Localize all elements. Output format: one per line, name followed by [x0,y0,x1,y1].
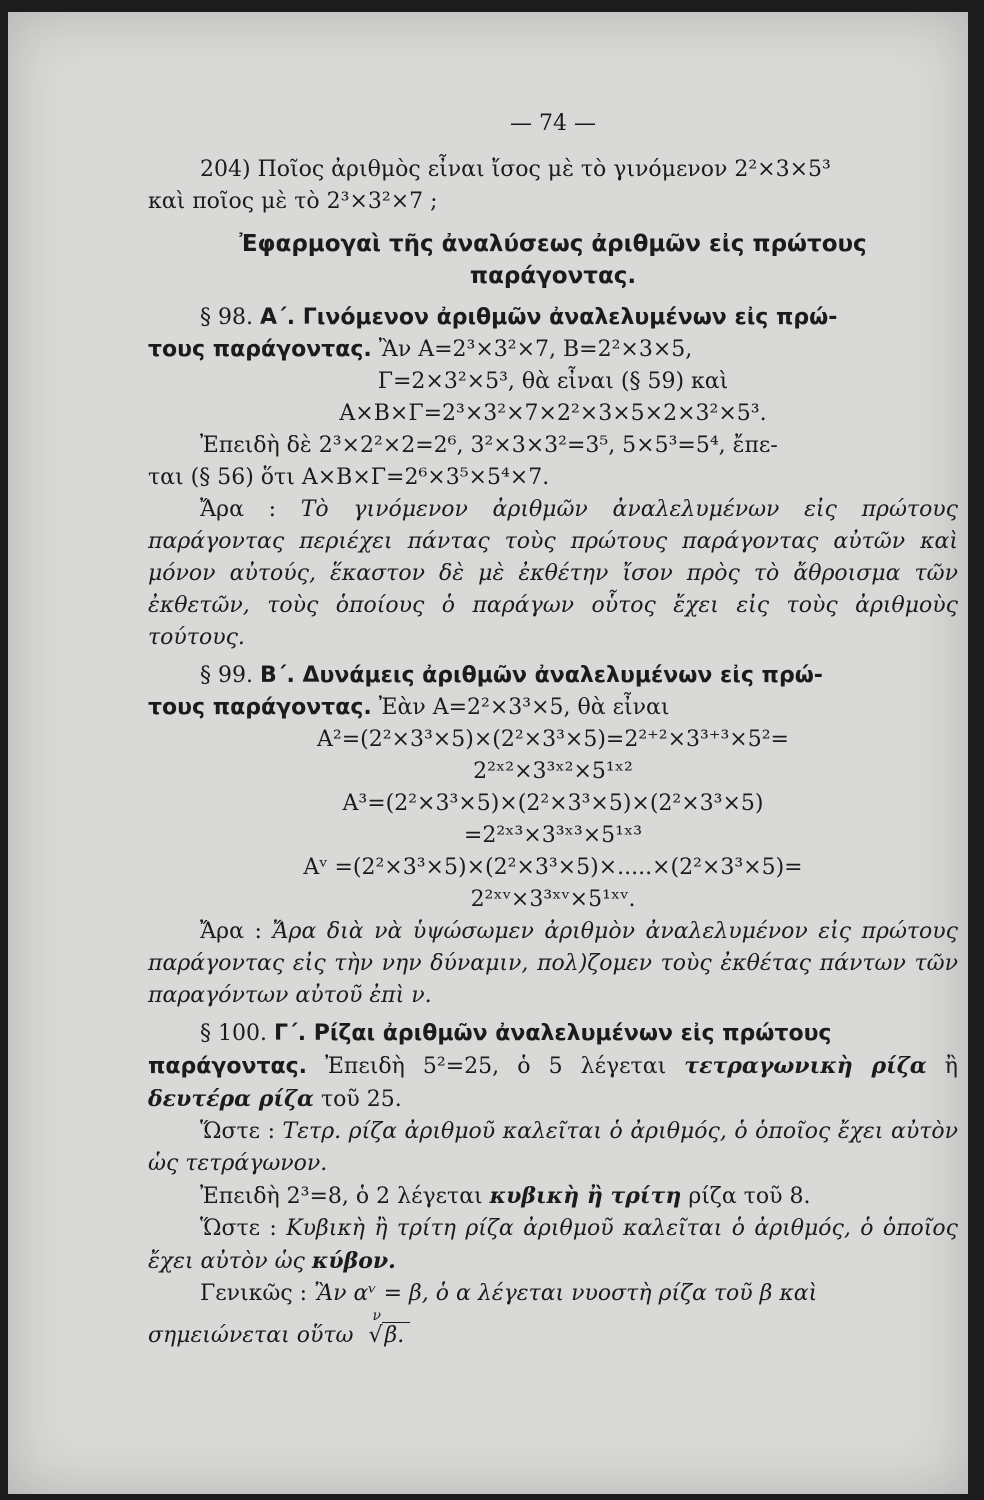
s99-rule-text: Ἄρα διὰ νὰ ὑψώσωμεν ἀριθμὸν ἀναλελυμένον εἰς πρώτους παράγοντας εἰς τὴν νην δύναμιν, πολ)ζομεν τοὺς ἐκθέτας πάντων τῶν παραγόντων αὐτοῦ ἐπὶ ν. [148,919,958,1008]
s100-term-deftera: δευτέρα ρίζα [148,1086,314,1112]
s100-paragraph [148,1018,958,1050]
s98-number: § 98. [200,305,253,330]
s99-ara-label: Ἄρα : [200,919,262,944]
s99-eq4: =2²ˣ³×3³ˣ³×5¹ˣ³ [463,823,643,848]
s100-term-kyviki: κυβικὴ ἢ τρίτη [489,1183,682,1209]
s98-rule-text: Τὸ γινόμενον ἀριθμῶν ἀναλελυμένων εἰς πρώτους παράγοντας περιέχει πάντας τοὺς πρώτους παράγοντας αὐτῶν καὶ μόνον αὐτούς, ἕκαστον δὲ μὲ ἐκθέτην ἴσον πρὸς τὸ ἄθροισμα τῶν ἐκθετῶν, τοὺς ὁποίους ὁ παράγων οὗτος ἔχει εἰς τοὺς ἀριθμοὺς τούτους. [148,497,959,650]
s100-text1c: τοῦ 25. [313,1087,402,1112]
s100-genikos-label: Γενικῶς : [200,1281,308,1306]
s99-eq5: Αᵛ =(2²×3³×5)×(2²×3³×5)×.....×(2²×3³×5)= [303,855,803,880]
s100-term-kyvon: κύβον. [311,1248,396,1274]
s98-ara-label: Ἄρα : [200,497,277,522]
s100-hoste2-text: Κυβικὴ ἢ τρίτη ρίζα ἀριθμοῦ καλεῖται ὁ ἀριθμός, ὁ ὁποῖος ἔχει αὐτὸν ὡς [148,1216,958,1274]
s99-eq2: 2²ˣ²×3³ˣ²×5¹ˣ² [473,759,633,784]
s99-paragraph [148,660,958,692]
s100-genikos [148,1278,958,1310]
s98-text3: ται (§ 56) ὅτι Α×Β×Γ=2⁶×3⁵×5⁴×7. [148,465,550,490]
s98-heading-2: τους παράγοντας. [148,337,372,362]
s98-heading: Α΄. Γινόμενον ἀριθμῶν ἀναλελυμένων εἰς πρώ- [259,305,838,330]
s99-text1: Ἐὰν Α=2²×3³×5, θὰ εἶναι [371,695,670,720]
s100-heading: Γ΄. Ρίζαι ἀριθμῶν ἀναλελυμένων εἰς πρώτους [273,1021,832,1046]
s100-hoste1 [148,1116,958,1180]
radical-sign-icon: √ [368,1323,383,1348]
s99-heading: Β΄. Δυνάμεις ἀριθμῶν ἀναλελυμένων εἰς πρώ- [259,663,823,688]
root-index: ν [372,1308,381,1324]
s100-hoste1-text: Τετρ. ρίζα ἀριθμοῦ καλεῖται ὁ ἀριθμός, ὁ ὁποῖος ἔχει αὐτὸν ὡς τετράγωνον. [148,1119,958,1176]
s100-genikos2-line [148,1308,958,1352]
s100-hoste1-label: Ὥστε : [200,1119,276,1144]
s98-eq2: Α×Β×Γ=2³×3²×7×2²×3×5×2×3²×5³. [339,401,767,426]
s100-number: § 100. [200,1021,267,1046]
section-title [148,228,958,292]
s98-text1: Ἂν Α=2³×3²×7, Β=2²×3×5, [371,337,693,362]
s99-rule [148,916,958,1012]
s98-eq1: Γ=2×3²×5³, θὰ εἶναι (§ 59) καὶ [377,369,729,394]
section-title-line2: παράγοντας. [469,263,637,289]
s100-text2-line [148,1180,958,1213]
s100-text1: Ἐπειδὴ 5²=25, ὁ 5 λέγεται [307,1054,685,1079]
s100-text1b: ἢ [926,1054,958,1079]
book-page [8,12,968,1494]
s100-text2: Ἐπειδὴ 2³=8, ὁ 2 λέγεται [200,1184,490,1209]
s100-heading-2: παράγοντας. [148,1054,308,1079]
s99-eq6: 2²ˣᵛ×3³ˣᵛ×5¹ˣᵛ. [470,887,636,912]
s99-eq1: Α²=(2²×3³×5)×(2²×3³×5)=2²⁺²×3³⁺³×5²= [317,727,789,752]
s99-line2 [148,692,958,724]
root-radicand: β. [382,1322,410,1348]
s99-heading-2: τους παράγοντας. [148,695,372,720]
s100-text2b: ρίζα τοῦ 8. [681,1184,811,1209]
s98-text2: Ἐπειδὴ δὲ 2³×2²×2=2⁶, 3²×3×3²=3⁵, 5×5³=5⁴, ἔπε- [200,433,778,458]
s100-genikos2: σημειώνεται οὕτω [148,1323,354,1348]
s98-paragraph [148,302,958,334]
s100-hoste2-label: Ὥστε : [200,1216,277,1241]
nth-root-symbol [368,1308,410,1352]
s99-number: § 99. [200,663,253,688]
s98-rule [148,494,958,654]
s100-line2 [148,1050,958,1116]
section-title-line1: Ἐφαρμογαὶ τῆς ἀναλύσεως ἀριθμῶν εἰς πρώτους [239,231,867,257]
page-content [148,108,958,1352]
s100-hoste2 [148,1213,958,1278]
s99-eq3: Α³=(2²×3³×5)×(2²×3³×5)×(2²×3³×5) [342,791,764,816]
s98-line2 [148,334,958,366]
s100-term-tetragoniki: τετραγωνικὴ ρίζα [684,1053,927,1079]
s100-genikos-text: Ἂν αᵛ = β, ὁ α λέγεται νυοστὴ ρίζα τοῦ β καὶ [307,1281,818,1306]
page-number: — 74 — [510,111,596,136]
exercise-204-line2: καὶ ποῖος μὲ τὸ 2³×3²×7 ; [148,189,438,214]
exercise-204-line1: 204) Ποῖος ἀριθμὸς εἶναι ἴσος μὲ τὸ γινόμενον 2²×3×5³ [200,157,831,182]
